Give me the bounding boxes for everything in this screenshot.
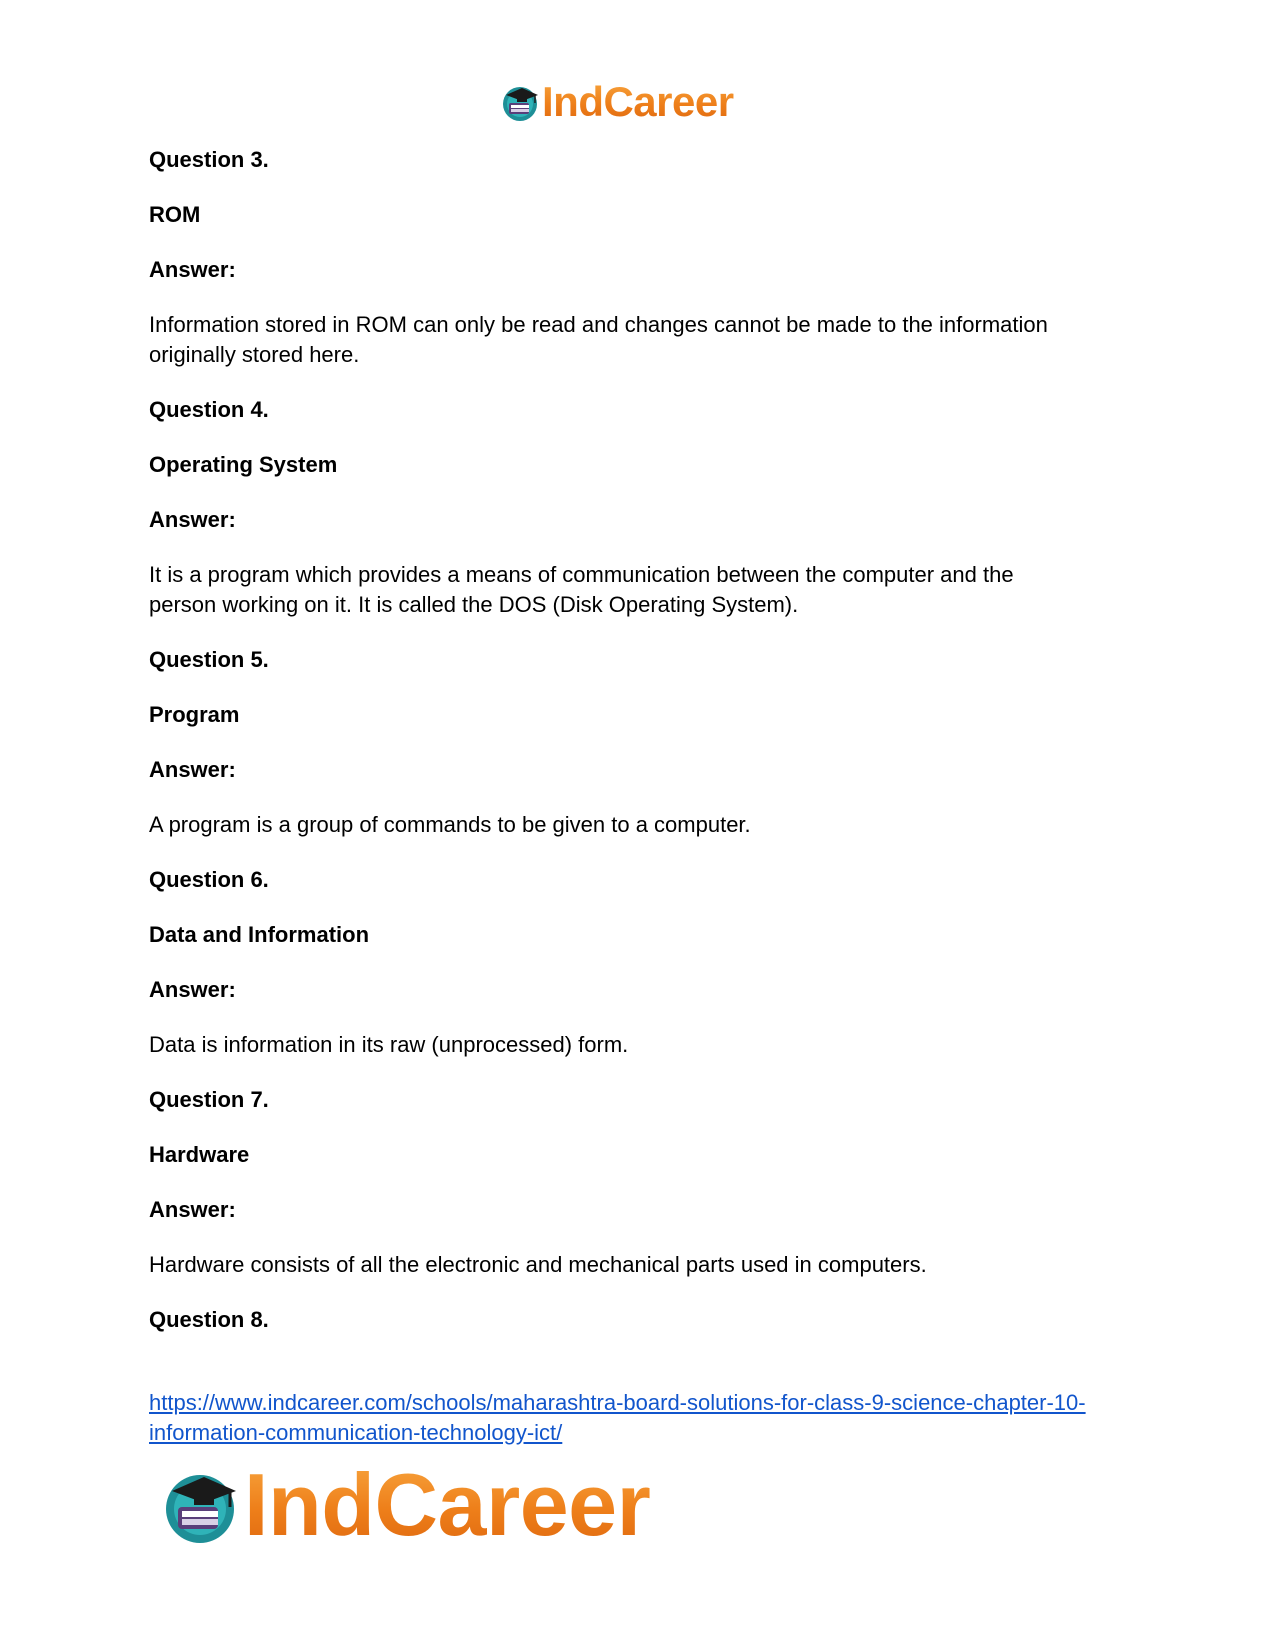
answer-text-text: Hardware consists of all the electronic and mechanical parts used in computers.: [149, 1252, 927, 1277]
answer-label-text: Answer:: [149, 257, 236, 282]
question-number: [149, 395, 1139, 425]
document-body: [149, 145, 1139, 1360]
question-number-text: Question 5.: [149, 647, 269, 672]
question-number-text: Question 7.: [149, 1087, 269, 1112]
answer-label: [149, 755, 1139, 785]
source-url-link[interactable]: [149, 1390, 1086, 1445]
answer-label-text: Answer:: [149, 507, 236, 532]
question-number: [149, 865, 1139, 895]
answer-label-text: Answer:: [149, 977, 236, 1002]
answer-text: [149, 1250, 1139, 1280]
answer-label-text: Answer:: [149, 757, 236, 782]
question-term-text: Hardware: [149, 1142, 250, 1167]
answer-text-text: Data is information in its raw (unprocessed) form.: [149, 1032, 629, 1057]
question-number-text: Question 3.: [149, 147, 269, 172]
question-term-text: Program: [149, 702, 240, 727]
question-number: [149, 1085, 1139, 1115]
question-number: [149, 645, 1139, 675]
answer-label-text: Answer:: [149, 1197, 236, 1222]
question-term-text: Operating System: [149, 452, 338, 477]
answer-text: [149, 1030, 1139, 1060]
answer-paragraph: [149, 310, 1139, 370]
question-term-text: ROM: [149, 202, 201, 227]
answer-label: [149, 975, 1139, 1005]
question-term: [149, 200, 1139, 230]
link-line[interactable]: https://www.indcareer.com/schools/maharashtra-board-solutions-for-class-9-science-chapter-10-: [149, 1390, 1086, 1415]
link-line[interactable]: information-communication-technology-ict/: [149, 1420, 563, 1445]
paragraph-line: It is a program which provides a means of communication between the computer and the: [149, 562, 1014, 587]
answer-paragraph: [149, 560, 1139, 620]
question-term: [149, 920, 1139, 950]
question-term: [149, 700, 1139, 730]
question-number-text: Question 4.: [149, 397, 269, 422]
question-number-text: Question 6.: [149, 867, 269, 892]
graduation-globe-icon: [500, 82, 540, 122]
answer-label: [149, 1195, 1139, 1225]
source-link[interactable]: [149, 1388, 1139, 1448]
question-term-text: Data and Information: [149, 922, 370, 947]
graduation-globe-icon: [160, 1465, 240, 1545]
paragraph-line: person working on it. It is called the DOS (Disk Operating System).: [149, 592, 799, 617]
question-term: [149, 1140, 1139, 1170]
paragraph-line: Information stored in ROM can only be read and changes cannot be made to the information: [149, 312, 1048, 337]
question-number: [149, 145, 1139, 175]
paragraph-line: originally stored here.: [149, 342, 360, 367]
header-logo: [500, 78, 734, 126]
answer-text-text: A program is a group of commands to be given to a computer.: [149, 812, 751, 837]
answer-text: [149, 810, 1139, 840]
brand-name: IndCareer: [542, 78, 734, 125]
footer-logo: [160, 1455, 651, 1554]
answer-label: [149, 505, 1139, 535]
brand-name: IndCareer: [244, 1455, 651, 1554]
question-number: [149, 1305, 1139, 1335]
question-number-text: Question 8.: [149, 1307, 269, 1332]
answer-label: [149, 255, 1139, 285]
question-term: [149, 450, 1139, 480]
